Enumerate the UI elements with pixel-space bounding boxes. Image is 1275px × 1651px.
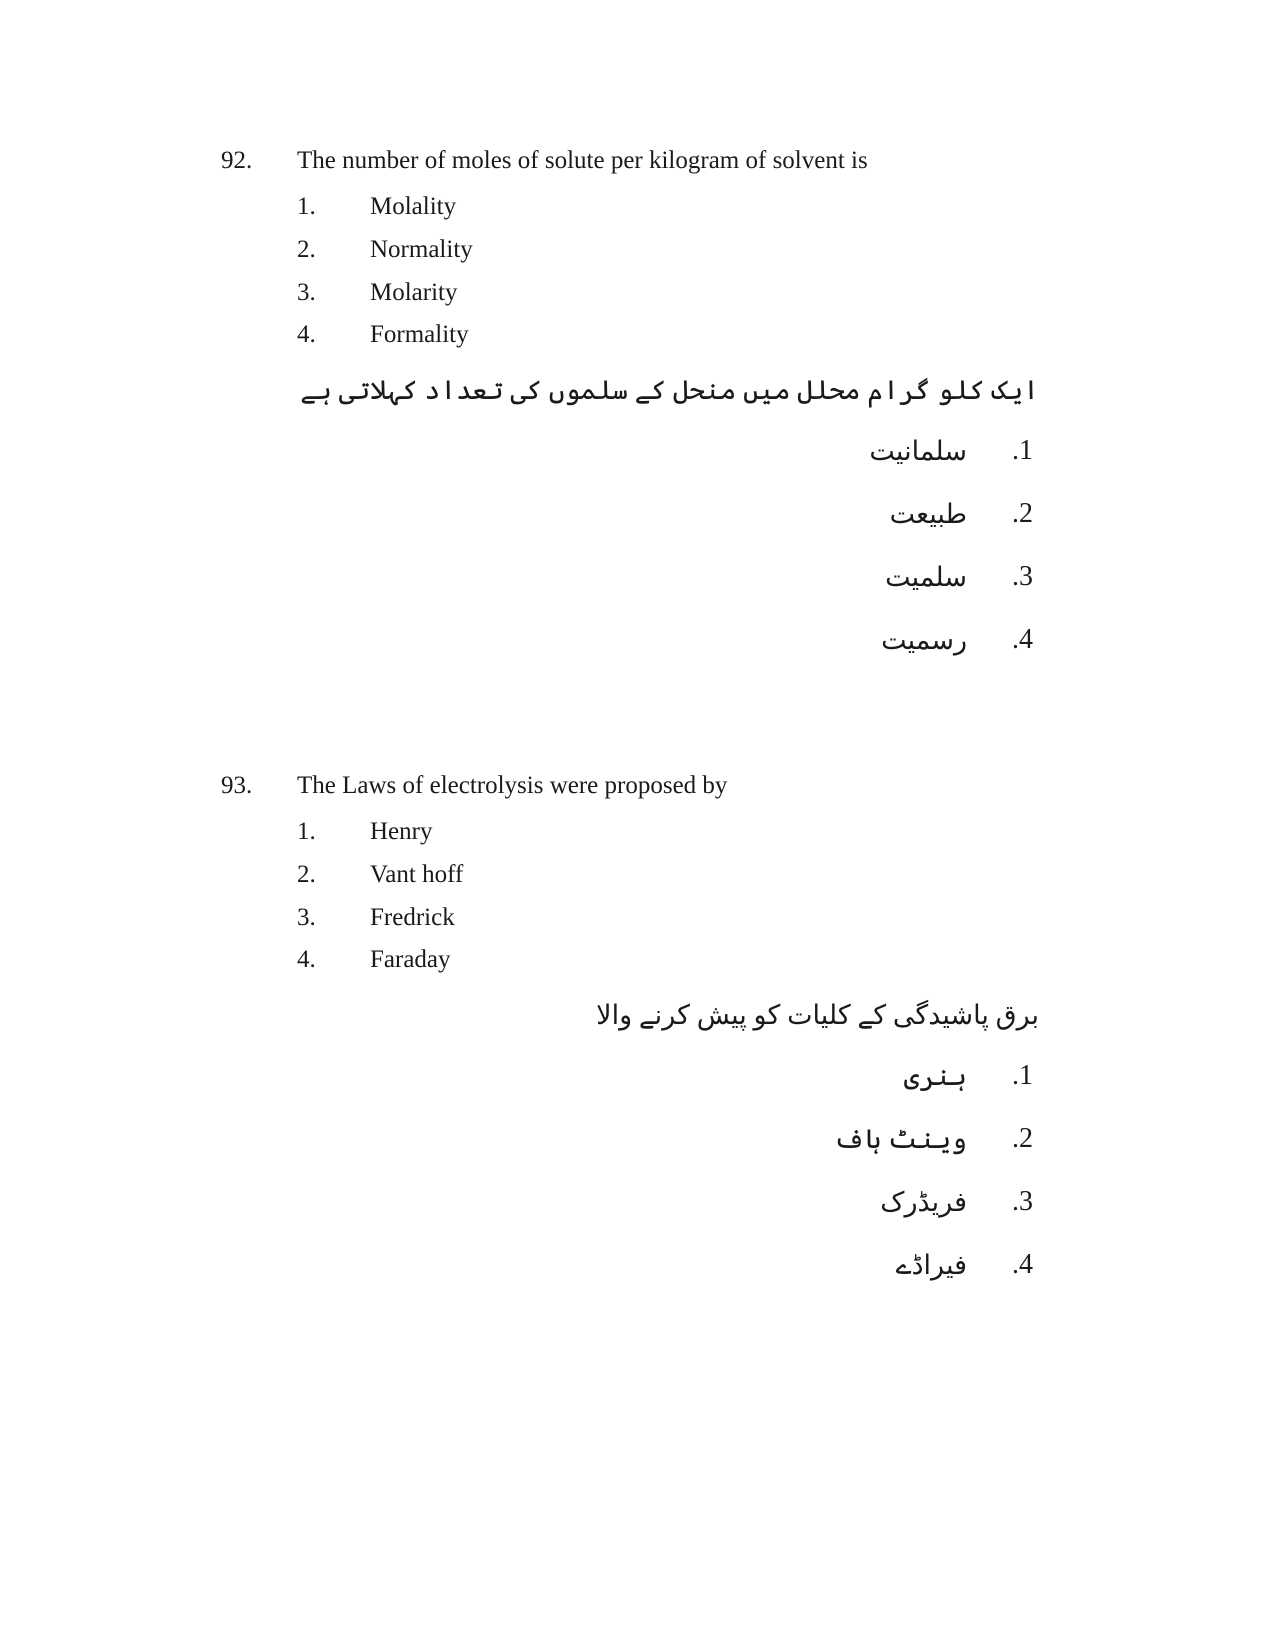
urdu-option-text: فریڈرک bbox=[880, 1187, 967, 1217]
option-text: Molality bbox=[370, 193, 457, 220]
urdu-option-text: فیراڈے bbox=[895, 1250, 967, 1280]
question-number: 92. bbox=[221, 147, 253, 174]
option-number: 1. bbox=[297, 818, 316, 845]
urdu-option-number: .4 bbox=[1012, 1249, 1033, 1280]
option-number: 4. bbox=[297, 946, 316, 973]
urdu-option-number: .2 bbox=[1012, 498, 1033, 529]
option-text: Molarity bbox=[370, 279, 458, 306]
urdu-option-number: .2 bbox=[1012, 1123, 1033, 1154]
option-number: 3. bbox=[297, 279, 316, 306]
urdu-option-text: وینٹ ہاف bbox=[833, 1124, 967, 1154]
question-text: The number of moles of solute per kilogram of solvent is bbox=[297, 147, 868, 174]
option-text: Normality bbox=[370, 236, 473, 263]
option-number: 3. bbox=[297, 904, 316, 931]
urdu-option-text: طبیعت bbox=[889, 499, 967, 529]
question-text: The Laws of electrolysis were proposed by bbox=[297, 772, 728, 799]
urdu-option-number: .3 bbox=[1012, 561, 1033, 592]
option-text: Fredrick bbox=[370, 904, 455, 931]
option-number: 2. bbox=[297, 861, 316, 888]
option-number: 2. bbox=[297, 236, 316, 263]
urdu-question-text: برق پاشیدگی کے کلیات کو پیش کرنے والا bbox=[596, 1000, 1039, 1030]
option-text: Faraday bbox=[370, 946, 451, 973]
option-number: 1. bbox=[297, 193, 316, 220]
urdu-option-text: ہنری bbox=[903, 1061, 967, 1091]
urdu-option-number: .1 bbox=[1012, 435, 1033, 466]
urdu-question-text: ایک کلو گرام محلل میں منحل کے سلموں کی تعداد کہلاتی ہے bbox=[300, 375, 1039, 405]
option-text: Henry bbox=[370, 818, 433, 845]
urdu-option-number: .4 bbox=[1012, 624, 1033, 655]
urdu-option-number: .1 bbox=[1012, 1060, 1033, 1091]
option-text: Formality bbox=[370, 321, 469, 348]
question-number: 93. bbox=[221, 772, 253, 799]
urdu-option-text: سلمانیت bbox=[869, 436, 967, 466]
urdu-option-number: .3 bbox=[1012, 1186, 1033, 1217]
option-number: 4. bbox=[297, 321, 316, 348]
option-text: Vant hoff bbox=[370, 861, 464, 888]
urdu-option-text: رسمیت bbox=[881, 625, 967, 655]
urdu-option-text: سلمیت bbox=[885, 562, 967, 592]
